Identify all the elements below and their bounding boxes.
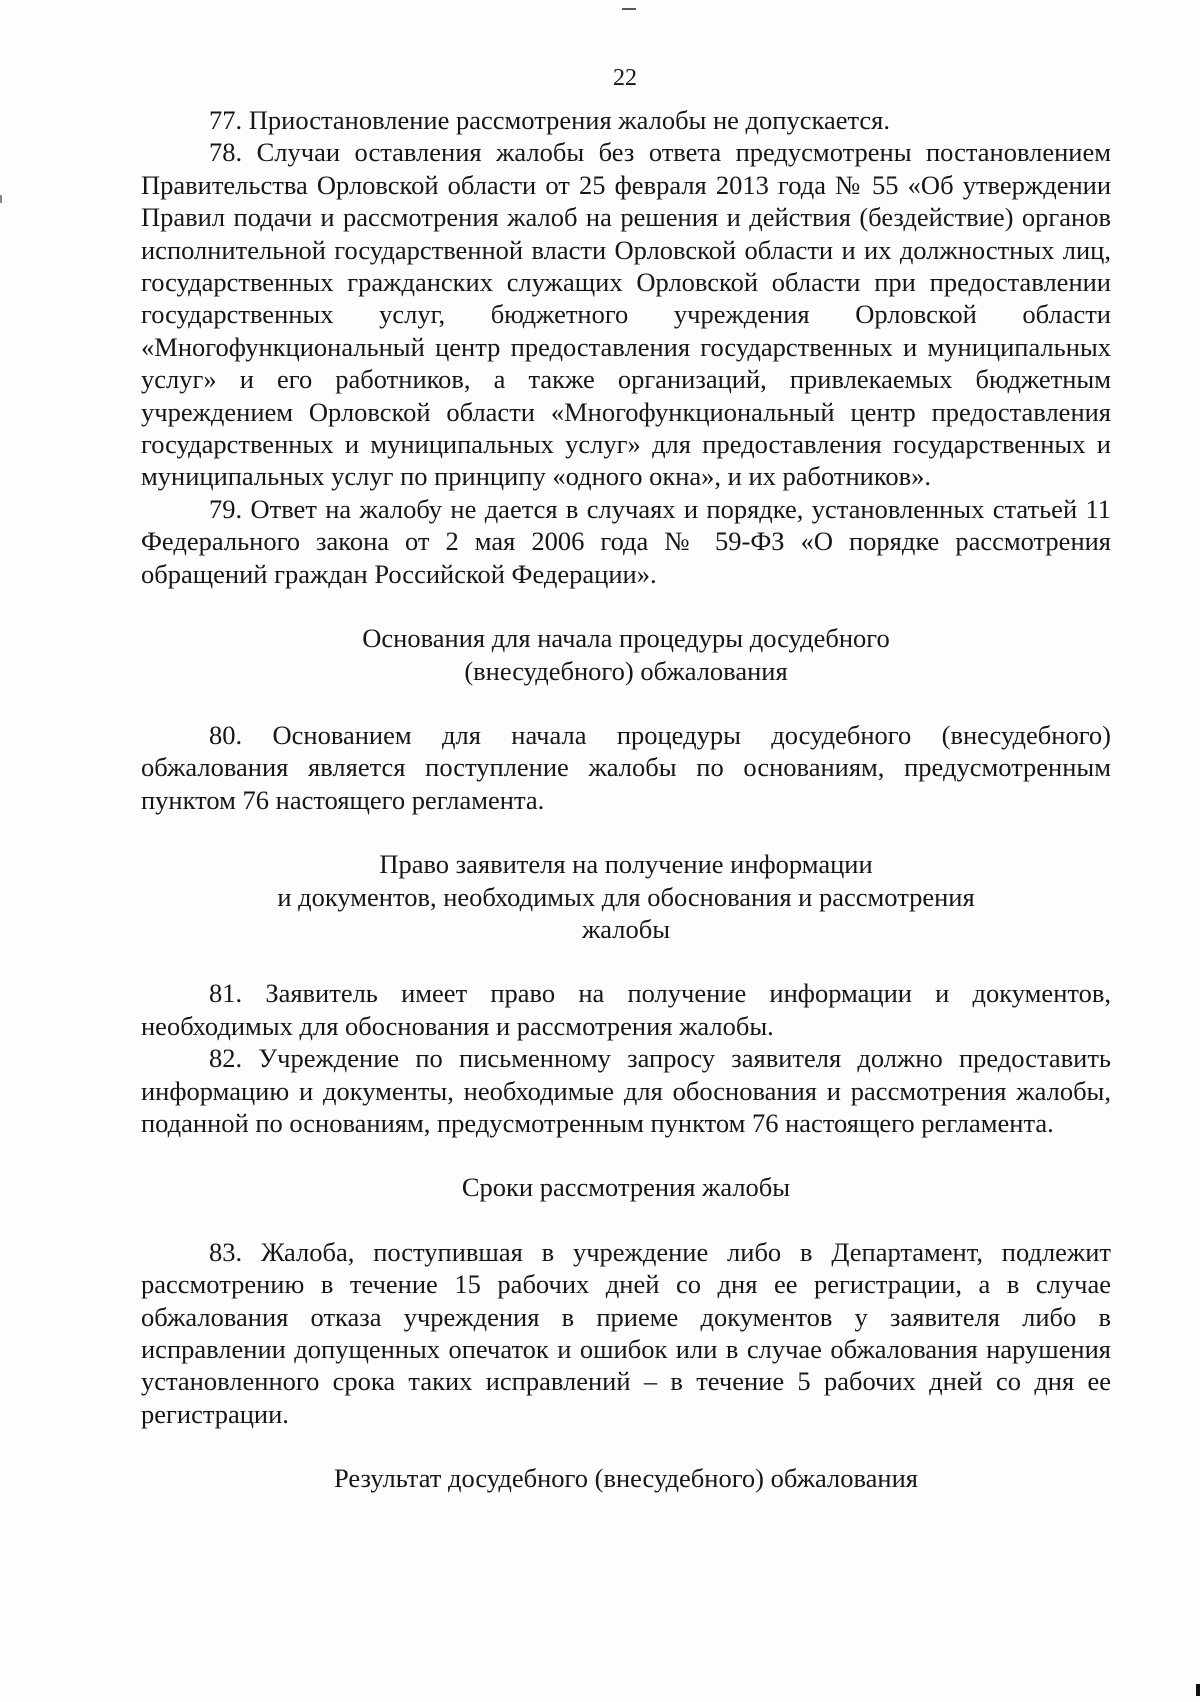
paragraph-82: 82. Учреждение по письменному запросу заявителя должно предоставить информацию и документы, необходимые для обоснования и рассмотрения жалобы, поданной по основаниям, предусмотренным пунктом 76 настоящего регламента. <box>141 1043 1111 1138</box>
heading-line: Основания для начала процедуры досудебного <box>362 623 890 654</box>
heading-line: Право заявителя на получение информации <box>379 849 873 880</box>
paragraph-78: 78. Случаи оставления жалобы без ответа предусмотрены постановлением Правительства Орловской области от 25 февраля 2013 года № 55 «Об утверждении Правил подачи и рассмотрения жалоб на решения и действия (бездействие) органов исполнительной государственной власти Орловской области и их должностных лиц, государственных гражданских служащих Орловской области при предоставлении государственных услуг, бюджетного учреждения Орловской области «Многофункциональный центр предоставления государственных и муниципальных услуг» и его работников, а также организаций, привлекаемых бюджетным учреждением Орловской области «Многофункциональный центр предоставления государственных и муниципальных услуг» для предоставления государственных и муниципальных услуг по принципу «одного окна», и их работников». <box>141 137 1111 492</box>
page-number: 22 <box>613 65 637 91</box>
paragraph-83: 83. Жалоба, поступившая в учреждение либо в Департамент, подлежит рассмотрению в течение 15 рабочих дней со дня ее регистрации, а в случае обжалования отказа учреждения в приеме документов у заявителя либо в исправлении допущенных опечаток и ошибок или в случае обжалования нарушения установленного срока таких исправлений – в течение 5 рабочих дней со дня ее регистрации. <box>141 1236 1111 1429</box>
section-heading-rights <box>141 848 1111 945</box>
paragraph-77: 77. Приостановление рассмотрения жалобы не допускается. <box>209 105 890 135</box>
paragraph-81: 81. Заявитель имеет право на получение информации и документов, необходимых для обоснования и рассмотрения жалобы. <box>141 978 1111 1041</box>
scan-artifact <box>1196 1684 1200 1696</box>
heading-line: жалобы <box>581 913 671 944</box>
heading-line: (внесудебного) обжалования <box>464 655 788 686</box>
paragraph-80: 80. Основанием для начала процедуры досудебного (внесудебного) обжалования является поступление жалобы по основаниям, предусмотренным пунктом 76 настоящего регламента. <box>141 719 1111 815</box>
section-heading-terms <box>141 1171 1111 1203</box>
document-body <box>141 104 1111 1495</box>
section-heading-grounds <box>141 622 1111 687</box>
heading-line: и документов, необходимых для обоснования и рассмотрения <box>277 881 975 912</box>
section-heading-result <box>141 1462 1111 1494</box>
heading-line: Сроки рассмотрения жалобы <box>461 1172 791 1203</box>
scan-artifact <box>622 8 636 10</box>
scan-artifact <box>0 195 2 203</box>
paragraph-79: 79. Ответ на жалобу не дается в случаях и порядке, установленных статьей 11 Федерального закона от 2 мая 2006 года № 59-ФЗ «О порядке рассмотрения обращений граждан Российской Федерации». <box>141 493 1111 589</box>
heading-line: Результат досудебного (внесудебного) обжалования <box>334 1463 918 1494</box>
